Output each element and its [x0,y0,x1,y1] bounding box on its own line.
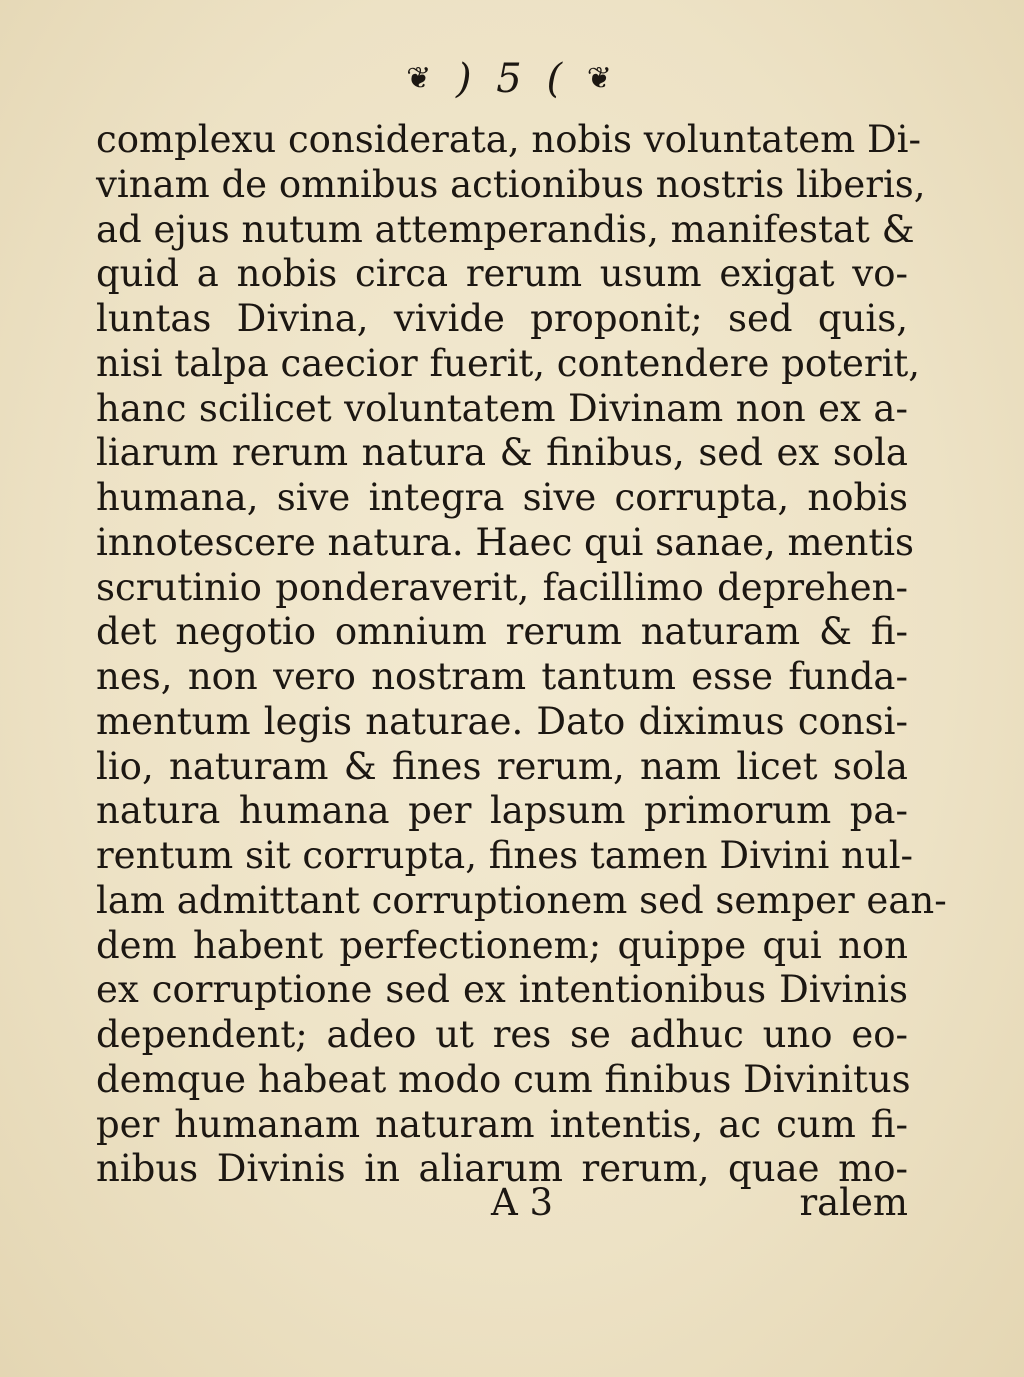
text-line: nibus Divinis in aliarum rerum, quae mo- [96,1147,908,1191]
text-line: per humanam naturam intentis, ac cum fi- [96,1102,908,1146]
text-line: mentum legis naturae. Dato diximus consi- [96,699,908,743]
catchword: ralem [799,1181,908,1224]
text-line: dem habent perfectionem; quippe qui non [96,923,908,967]
text-line: humana, sive integra sive corrupta, nobis [96,476,908,519]
text-line: dependent; adeo ut res se adhuc uno eo- [96,1013,908,1056]
text-line: vinam de omnibus actionibus nostris liberis, [96,162,926,206]
text-line: demque habeat modo cum finibus Divinitus [96,1057,911,1101]
text-line: det negotio omnium rerum naturam & fi- [96,610,908,654]
running-head [0,52,1024,103]
text-line: rentum sit corrupta, fines tamen Divini nul- [96,834,914,877]
text-line: natura humana per lapsum primorum pa- [96,789,908,833]
text-line: innotescere natura. Haec qui sanae, mentis [96,520,915,564]
text-line: scrutinio ponderaverit, facillimo deprehen- [96,565,908,609]
text-line: nes, non vero nostram tantum esse funda- [96,655,908,698]
ornament-left-icon: ❦ [406,61,438,96]
text-line: lam admittant corruptionem sed semper ean- [96,878,947,922]
page-footer [96,1178,908,1228]
body-text [96,118,947,1192]
text-line: ad ejus nutum attemperandis, manifestat & [96,207,915,251]
text-line: quid a nobis circa rerum usum exigat vo- [96,252,908,296]
text-line: lio, naturam & fines rerum, nam licet sola [96,744,908,788]
signature-mark: A 3 [491,1181,554,1224]
page-number: ) 5 ( [455,56,569,102]
text-line: ex corruptione sed ex intentionibus Divinis [96,968,908,1012]
text-line: luntas Divina, vivide proponit; sed quis, [96,297,908,340]
text-line: hanc scilicet voluntatem Divinam non ex a- [96,386,908,430]
text-line: complexu considerata, nobis voluntatem Di- [96,118,921,161]
text-line: nisi talpa caecior fuerit, contendere poterit, [96,341,921,385]
ornament-right-icon: ❦ [586,61,618,96]
text-line: liarum rerum natura & finibus, sed ex sola [96,431,908,475]
